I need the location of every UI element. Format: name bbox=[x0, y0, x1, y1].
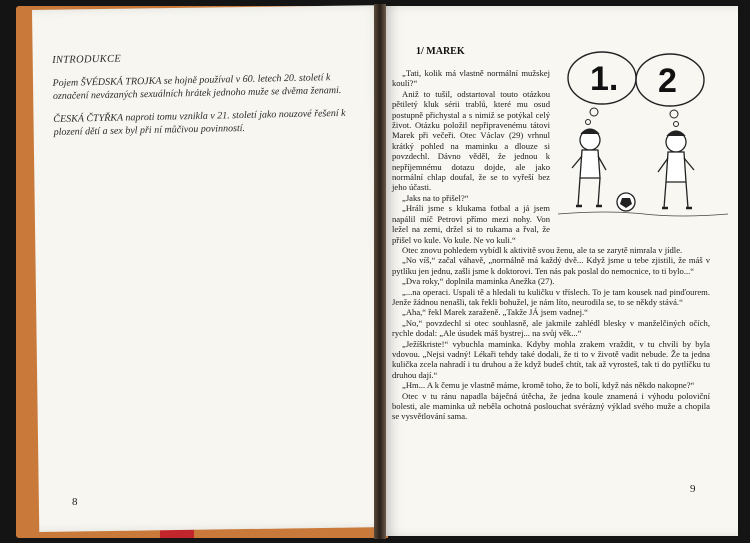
introduction-paragraph: Pojem ŠVÉDSKÁ TROJKA se hojně používal v 60. letech 20. století k označení nevázaných sexuálních hrátek jednoho muže se dvěma ženami. bbox=[52, 72, 342, 102]
bubble-label-2: 2 bbox=[658, 62, 677, 100]
bubble-label-1: 1. bbox=[590, 60, 619, 98]
text-paragraph: „Aha,“ řekl Marek zaraženě. „Takže JÁ jsem vadnej.“ bbox=[402, 307, 588, 318]
text-paragraph: „Hráli jsme s klukama fotbal a já jsem napálil míč Petrovi přímo mezi nohy. Von ležel na zemi, držel si to rukama a řval, že přišel vo kule. Vo kule. Ne vo kuli.“ bbox=[392, 203, 550, 245]
text-paragraph: Aniž to tušil, odstartoval touto otázkou pětiletý kluk sérii trablů, které mu osud postupně přichystal a s nimiž se potýkal celý život. Otázku položil nepřipravenému tátovi Marek při večeři. Otec Václav (29) vrhnul krátký pohled na maminku a dlouze si povzdechl. Dávno věděl, že jednou k nepříjemnému dotazu dojde, ale jako normální chlap doufal, že se to vyřeší bez jeho účasti. bbox=[392, 88, 550, 193]
football-icon bbox=[617, 193, 635, 211]
text-paragraph: „Ježíškriste!“ vybuchla maminka. Kdyby mohla zrakem vraždit, v tu chvíli by byla vdovou. „Nejsi vadný! Lékaři tehdy také dodali, že ti to v životě vadit nebude. Že ta jedna kulička zcela nahradí i tu druhou a že když budeš chtít, tak až vyrosteš, tak ti do pytlíčku tu druhou dají.“ bbox=[392, 338, 710, 380]
cartoon-illustration bbox=[548, 46, 734, 226]
text-paragraph: „No víš,“ začal váhavě, „normálně má každý dvě... Když jsme u tebe zjistili, že máš v pytlíku jen jednu, zašli jsme k doktorovi. Ten nás pak poslal do nemocnice, to ti bylo...“ bbox=[392, 255, 710, 276]
introduction-paragraph: ČESKÁ ČTYŘKA naproti tomu vznikla v 21. století jako nouzové řešení k plození dětí a sex byl při ní můčivou povinností. bbox=[53, 107, 346, 138]
text-paragraph: „Dva roky,“ doplnila maminka Anežka (27). bbox=[402, 276, 555, 287]
chapter-title: 1/ MAREK bbox=[416, 46, 465, 57]
introduction-block bbox=[52, 48, 354, 149]
text-paragraph: „...na operaci. Uspali tě a hledali tu kuličku v tříslech. To je tam kousek nad pinďourem. Jenže žádnou nenašli, tak řekli bohužel, je nám líto, neurodila se, to se někdy stává.“ bbox=[392, 286, 710, 307]
ground-line bbox=[558, 212, 728, 216]
book-gutter bbox=[374, 4, 386, 539]
page-number-right: 9 bbox=[690, 483, 696, 495]
text-paragraph: „Hm... A k čemu je vlastně máme, kromě toho, že to bolí, když nás někdo nakopne?“ bbox=[402, 380, 695, 391]
boy-left-figure bbox=[572, 129, 606, 206]
text-paragraph: „No,“ povzdechl si otec souhlasně, ale jakmile zahlédl blesky v manželčiných očích, rychle dodal: „Ale úsudek máš bystrej... na svůj věk...“ bbox=[392, 317, 710, 339]
page-number-left: 8 bbox=[72, 496, 78, 508]
text-paragraph: Otec v tu ránu napadla báječná útěcha, že jedna koule znamená i výhodu poloviční bolesti, ale maminka už neběla ochotná poslouchat svérázný výklad svého muže a chopila se vysvětlování sama. bbox=[392, 390, 710, 422]
boy-right-figure bbox=[658, 131, 694, 208]
text-paragraph: „Jaks na to přišel?“ bbox=[402, 192, 469, 203]
introduction-title: INTRODUKCE bbox=[52, 53, 122, 66]
text-paragraph: Otec znovu pohledem vybídl k aktivitě svou ženu, ale ta se zarytě nimrala v jídle. bbox=[402, 244, 683, 255]
text-paragraph: „Tati, kolik má vlastně normální mužskej koulí?“ bbox=[392, 68, 550, 89]
